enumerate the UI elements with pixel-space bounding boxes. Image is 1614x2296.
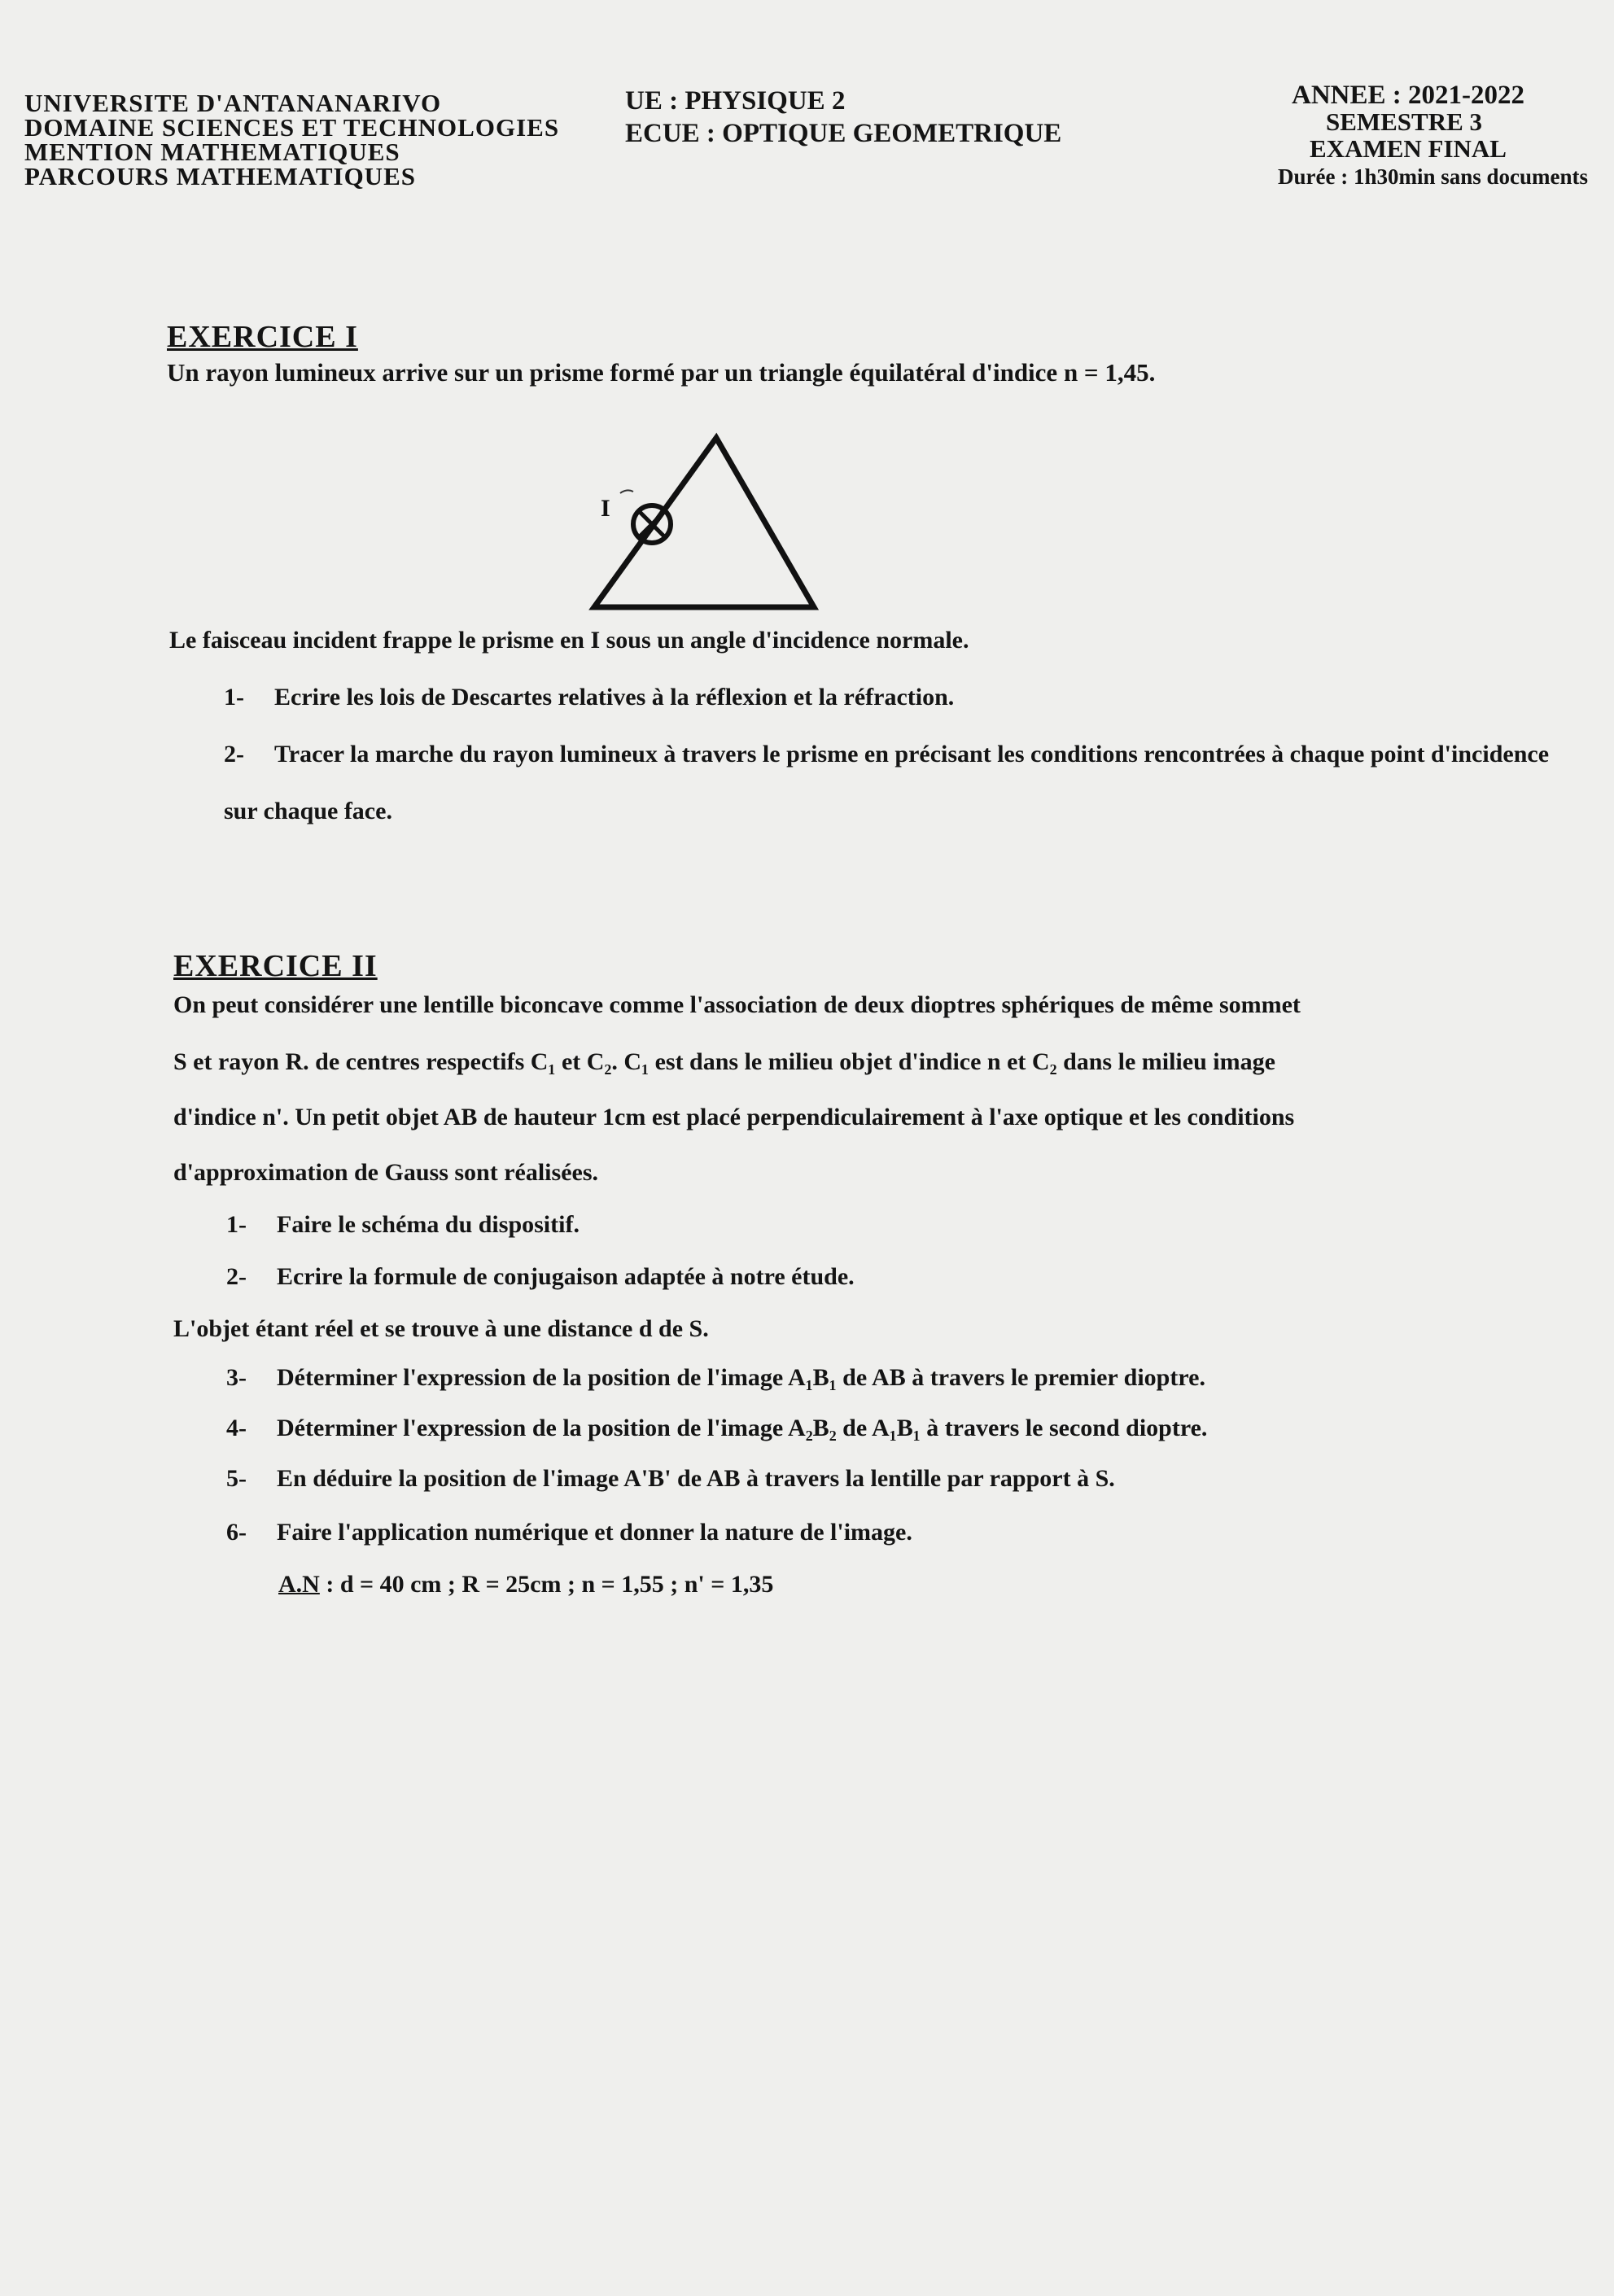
numeric-label: A.N [278,1571,320,1598]
exercise2-question-1: 1- Faire le schéma du dispositif. [226,1211,580,1238]
exercise1-statement: Le faisceau incident frappe le prisme en I sous un angle d'incidence normale. [169,627,969,654]
prism-triangle [594,438,814,607]
header-duration: Durée : 1h30min sans documents [1278,164,1589,189]
exercise2-title: EXERCICE II [173,949,378,983]
header-exam-type: EXAMEN FINAL [1310,134,1507,163]
exercise2-question-2: 2- Ecrire la formule de conjugaison adaptée à notre étude. [226,1263,855,1290]
header-mention: MENTION MATHEMATIQUES [24,138,400,166]
exercise2-statement: L'objet étant réel et se trouve à une distance d de S. [173,1315,709,1342]
header-domain: DOMAINE SCIENCES ET TECHNOLOGIES [24,113,560,142]
exercise2-para-line-1: On peut considérer une lentille biconcave comme l'association de deux dioptres sphériques de même sommet [173,991,1301,1018]
exercise2-para-line-3: d'indice n'. Un petit objet AB de hauteur 1cm est placé perpendiculairement à l'axe optique et les conditions [173,1104,1295,1131]
exercise2-question-3: 3- Déterminer l'expression de la position de l'image A₁B₁ de AB à travers le premier dioptre. [226,1364,1205,1391]
header-track: PARCOURS MATHEMATIQUES [24,162,416,190]
numeric-values: : d = 40 cm ; R = 25cm ; n = 1,55 ; n' = 1,35 [319,1571,774,1598]
exercise2-para-line-4: d'approximation de Gauss sont réalisées. [173,1159,598,1186]
header-ue: UE : PHYSIQUE 2 [625,86,846,116]
exercise1-title: EXERCICE I [167,320,358,354]
exercise1-intro: Un rayon lumineux arrive sur un prisme formé par un triangle équilatéral d'indice n = 1,45. [167,358,1156,387]
header-session [1139,81,1589,190]
exercise2-question-6: 6- Faire l'application numérique et donner la nature de l'image. [226,1519,912,1546]
header-course [625,85,1061,150]
exercise1-question-1: 1- Ecrire les lois de Descartes relatives à la réflexion et la réfraction. [224,684,955,711]
exercise1-question-2: 2- Tracer la marche du rayon lumineux à travers le prisme en précisant les conditions rencontrées à chaque point d'incidence sur chaque face. [224,741,1550,824]
incidence-point-label: I [601,495,610,522]
exercise2-question-5: 5- En déduire la position de l'image A'B' de AB à travers la lentille par rapport à S. [226,1465,1115,1492]
header-institution [24,91,559,189]
exercise2-question-4: 4- Déterminer l'expression de la position de l'image A₂B₂ de A₁B₁ à travers le second dioptre. [226,1415,1208,1441]
prism-figure [586,423,830,619]
incidence-arc [620,490,633,493]
header-semester: SEMESTRE 3 [1325,107,1483,136]
exercise2-para-line-2: S et rayon R. de centres respectifs C₁ et C₂. C₁ est dans le milieu objet d'indice n et C₂ dans le milieu image [173,1048,1275,1075]
exercise2-numeric-application [278,1571,773,1598]
header-university: UNIVERSITE D'ANTANANARIVO [24,89,442,117]
header-ecue: ECUE : OPTIQUE GEOMETRIQUE [625,119,1062,148]
header-year: ANNEE : 2021-2022 [1292,81,1524,110]
